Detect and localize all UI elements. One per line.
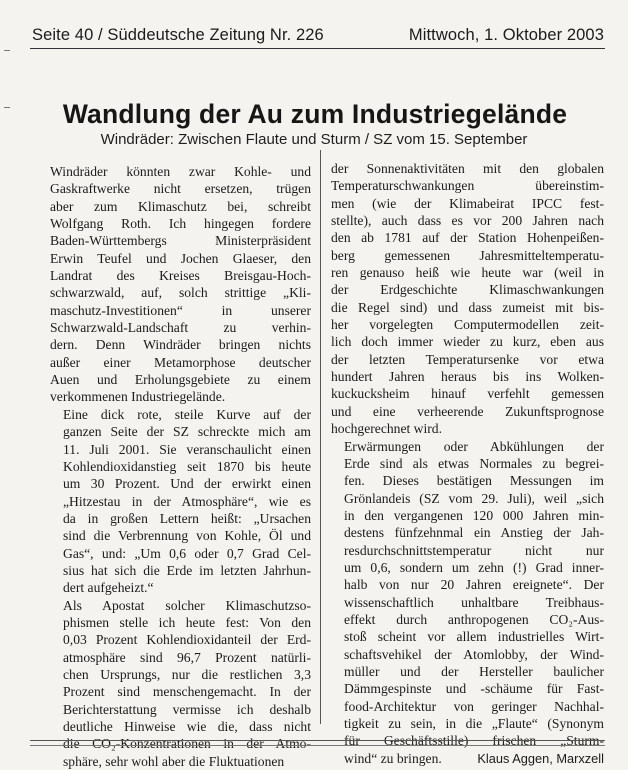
text-line: Landrat des Kreises Breisgau-Hoch- (50, 268, 311, 284)
text-line: Kohlendioxidanstieg seit 1870 bis heute (63, 458, 311, 474)
text-line: Eine dick rote, steile Kurve auf der (63, 406, 311, 422)
text-line: ganzen Seite der SZ schreckte mich am (63, 424, 311, 440)
article-paragraph (50, 163, 311, 406)
article-paragraph (331, 160, 604, 438)
text-line: Als Apostat solcher Klimaschutzso- (63, 597, 311, 613)
issue-date: Mittwoch, 1. Oktober 2003 (408, 26, 604, 44)
text-line: „Hitzestau in der Atmosphäre“, wie es (63, 493, 311, 509)
page-header (32, 24, 604, 48)
text-line: dert aufgeheizt.“ (63, 580, 154, 596)
article-column-left (50, 163, 311, 770)
text-line: phismen stelle ich heute fest: Von den (63, 614, 311, 630)
text-line: berg gemessenen Jahresmitteltemperatu- (331, 247, 604, 263)
footer-rule (30, 740, 605, 741)
article-paragraph (331, 438, 604, 768)
header-rule (30, 48, 605, 49)
article-paragraph (50, 406, 311, 597)
text-line: hundert Jahren heraus bis ins Wolken- (331, 369, 604, 385)
text-line: maschutz-Investitionen“ in unserer (50, 302, 311, 318)
text-line: Temperaturschwankungen übereinstim- (331, 178, 604, 194)
margin-mark (4, 50, 10, 51)
text-line: Prozent sind menschengemacht. In der (63, 684, 311, 700)
text-line: Berichterstattung vermisse ich deshalb (63, 701, 311, 717)
text-line: destens fünfzehnmal ein Anstieg der Jah- (344, 525, 604, 541)
text-line: der Erdgeschichte Klimaschwankungen (331, 282, 604, 298)
text-line: in den vergangenen 120 000 Jahren min- (344, 507, 604, 523)
text-line: stellte), auch dass es vor 200 Jahren nach (331, 213, 604, 229)
text-line: schaftsvehikel der Atomlobby, der Wind- (344, 646, 604, 662)
text-line: Erwin Teufel und Jochen Glaeser, den (50, 250, 311, 266)
text-line: schwarzwald, auf, solch strittige „Kli- (50, 285, 311, 301)
text-line: aber zum Klimaschutz bei, schreibt (50, 198, 311, 214)
text-line: chen Ursprungs, nur die restlichen 3,3 (63, 666, 311, 682)
text-line: her vorgelegten Computermodellen zeit- (331, 317, 604, 333)
text-line: ren genauso heiß wie heute war (weil in (331, 265, 604, 281)
letter-author: Klaus Aggen, Marxzell (477, 750, 604, 766)
text-line: Windräder könnten zwar Kohle- und (50, 164, 311, 179)
text-line: 0,03 Prozent Kohlendioxidanteil der Erd- (63, 632, 311, 648)
text-line: Wolfgang Roth. Ich hingegen fordere (50, 216, 311, 232)
text-line: Schwarzwald-Landschaft zu verhin- (50, 320, 311, 336)
footer-rule (30, 745, 605, 746)
text-line: wind“ zu bringen. (344, 750, 442, 766)
text-line: und eine verheerende Zukunftsprognose (331, 403, 604, 419)
text-line: verkommenen Industriegelände. (50, 389, 226, 405)
column-divider (320, 150, 321, 724)
text-line: die Regel sind) und dass zumeist mit bis- (331, 299, 604, 315)
text-line: müller und der Hersteller baulicher (344, 663, 604, 679)
text-line: der letzten Temperatursenke vor etwa (331, 351, 604, 367)
text-line: hochgerechnet wird. (331, 421, 442, 437)
text-line: tigkeit zu sein, in die „Flaute“ (Synonym (344, 716, 604, 731)
article-headline: Wandlung der Au zum Industriegelände (62, 99, 568, 129)
text-line: Gaskraftwerke nicht ersetzen, trügen (50, 181, 311, 197)
text-line: deutliche Hinweise wie die, dass nicht (63, 719, 311, 734)
text-line: um 30 Prozent. Und der erwirkt einen (63, 476, 311, 492)
margin-mark (4, 107, 10, 108)
text-line: lich doch immer wieder zu kurz, eben aus (331, 334, 604, 350)
text-line: Gas“, und: „Um 0,6 oder 0,7 Grad Cel- (63, 545, 311, 561)
text-line: Erwärmungen oder Abkühlungen der (344, 438, 604, 454)
article-paragraph (50, 597, 311, 770)
text-line: außer einer Metamorphose deutscher (50, 354, 311, 370)
text-line: 11. Juli 2001. Sie veranschaulicht einen (63, 441, 311, 457)
text-line: den ab 1781 auf der Station Hohenpeißen- (331, 230, 604, 246)
text-line: da in großen Lettern heißt: „Ursachen (63, 510, 311, 526)
text-line: resdurchschnittstemperatur nicht nur (344, 542, 604, 558)
page-info: Seite 40 / Süddeutsche Zeitung Nr. 226 (32, 26, 324, 44)
text-line: atmosphäre sind 96,7 Prozent natürli- (63, 649, 311, 665)
text-line: halb von nur 20 Jahren ereignete“. Der (344, 577, 604, 593)
text-line: stoß scheint vor allem industrielles Wirt- (344, 629, 604, 645)
article-subhead: Windräder: Zwischen Flaute und Sturm / SZ vom 15. September (100, 131, 528, 148)
text-line: sius hat sich die Erde im letzten Jahrhun- (63, 562, 311, 578)
text-line: dern. Denn Windräder bringen nichts (50, 337, 311, 353)
text-line: food-Architektur von geringer Nachhal- (344, 698, 604, 714)
article-column-right (331, 160, 604, 767)
text-line: wissenschaftlich unhaltbare Treibhaus- (344, 594, 604, 610)
text-line: die CO₂-Konzentrationen in der Atmo- (63, 736, 311, 752)
text-line: sind die Verbrennung von Kohle, Öl und (63, 528, 311, 544)
text-line: Auen und Erholungsgebiete zu einem (50, 372, 311, 388)
text-line: Grönlandeis (SZ vom 29. Juli), weil „sich (344, 490, 604, 506)
text-line: für Geschäftsstille) frischen „Sturm- (344, 733, 604, 749)
text-line: Dämmgespinste und -schäume für Fast- (344, 681, 604, 697)
text-line: fen. Dieses bestätigen Messungen im (344, 473, 604, 489)
text-line: der Sonnenaktivitäten mit den globalen (331, 161, 604, 176)
text-line: um 0,6, sondern um zehn (!) Grad inner- (344, 559, 604, 575)
closing-line (331, 750, 604, 767)
text-line: Baden-Württembergs Ministerpräsident (50, 233, 311, 249)
text-line: sphäre, sehr wohl aber die Fluktuationen (63, 753, 285, 769)
text-line: men (wie der Klimabeirat IPCC fest- (331, 195, 604, 211)
text-line: Erde sind als etwas Normales zu begrei- (344, 455, 604, 471)
text-line: effekt durch anthropogenen CO₂-Aus- (344, 611, 604, 627)
text-line: kuckucksheim hinauf verfehlt gemessen (331, 386, 604, 402)
